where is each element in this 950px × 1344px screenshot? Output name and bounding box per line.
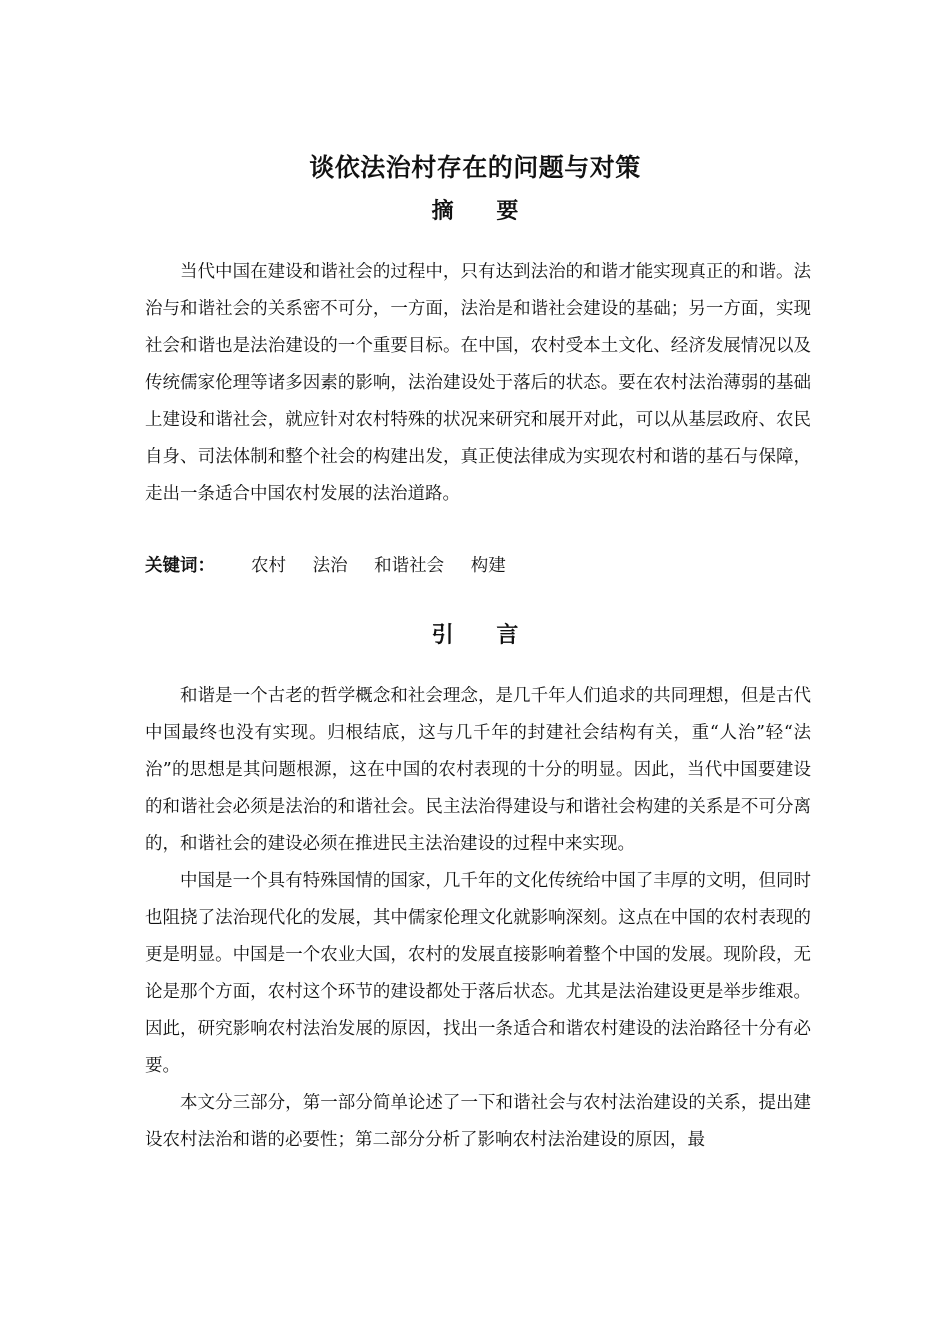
- abstract-paragraph: 当代中国在建设和谐社会的过程中，只有达到法治的和谐才能实现真正的和谐。法治与和谐社会的关系密不可分，一方面，法治是和谐社会建设的基础；另一方面，实现社会和谐也是法治建设的一个重要目标。在中国，农村受本土文化、经济发展情况以及传统儒家伦理等诸多因素的影响，法治建设处于落后的状态。要在农村法治薄弱的基础上建设和谐社会，就应针对农村特殊的状况来研究和展开对此，可以从基层政府、农民自身、司法体制和整个社会的构建出发，真正使法律成为实现农村和谐的基石与保障，走出一条适合中国农村发展的法治道路。: [145, 262, 811, 504]
- introduction-paragraph-2: 中国是一个具有特殊国情的国家，几千年的文化传统给中国了丰厚的文明，但同时也阻挠了法治现代化的发展，其中儒家伦理文化就影响深刻。这点在中国的农村表现的更是明显。中国是一个农业大国，农村的发展直接影响着整个中国的发展。现阶段，无论是那个方面，农村这个环节的建设都处于落后状态。尤其是法治建设更是举步维艰。因此，研究影响农村法治发展的原因，找出一条适合和谐农村建设的法治路径十分有必要。: [145, 871, 811, 1076]
- introduction-paragraph-3: 本文分三部分，第一部分简单论述了一下和谐社会与农村法治建设的关系，提出建设农村法治和谐的必要性；第二部分分析了影响农村法治建设的原因，最: [145, 1093, 811, 1150]
- keywords-list: 农村 法治 和谐社会 构建: [251, 556, 506, 576]
- introduction-heading: 引 言: [431, 623, 519, 648]
- keywords-label: 关键词：: [145, 556, 215, 576]
- introduction-paragraph-1: 和谐是一个古老的哲学概念和社会理念，是几千年人们追求的共同理想，但是古代中国最终也没有实现。归根结底，这与几千年的封建社会结构有关，重“人治”轻“法治”的思想是其问题根源，这在中国的农村表现的十分的明显。因此，当代中国要建设的和谐社会必须是法治的和谐社会。民主法治得建设与和谐社会构建的关系是不可分离的，和谐社会的建设必须在推进民主法治建设的过程中来实现。: [145, 686, 811, 854]
- abstract-body: [145, 254, 811, 513]
- introduction-body: [145, 678, 811, 1159]
- document-title: 谈依法治村存在的问题与对策: [309, 153, 641, 182]
- keywords-line: [145, 550, 811, 582]
- abstract-heading: 摘 要: [431, 199, 519, 224]
